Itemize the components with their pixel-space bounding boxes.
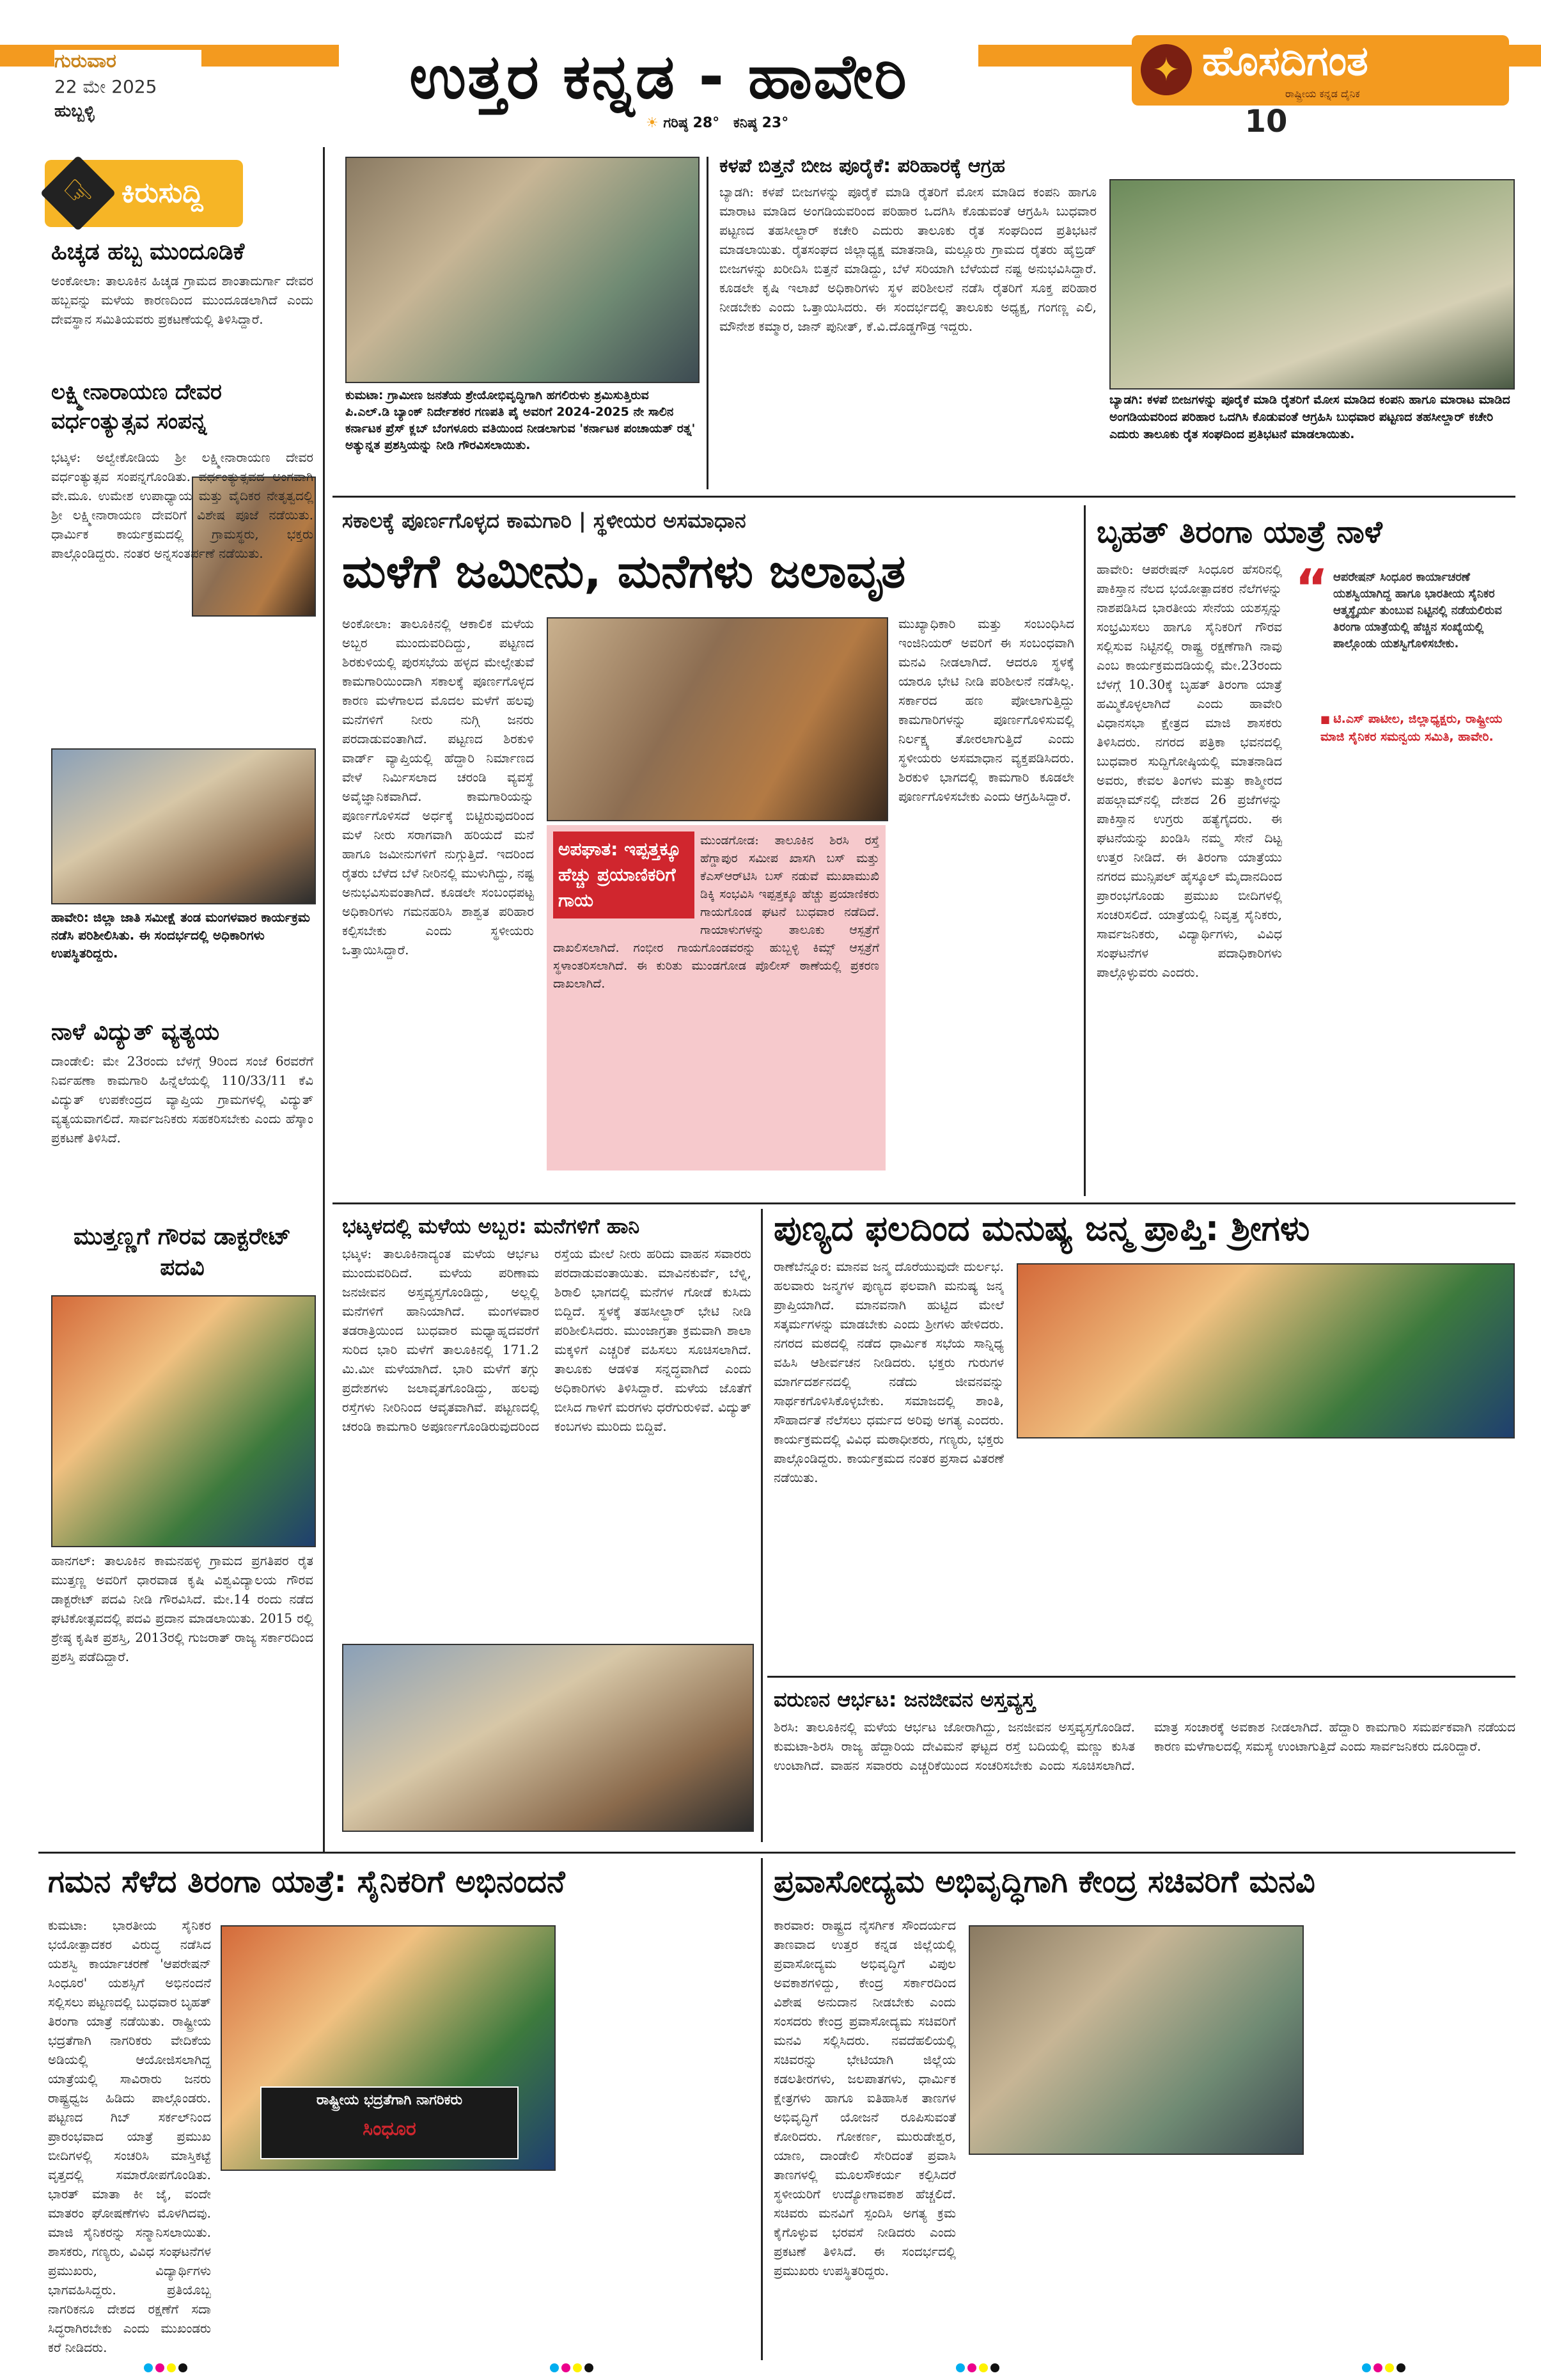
rule-yatra-tourism (761, 1858, 763, 2360)
kumta-yatra-body-col3 (566, 1916, 748, 2357)
brief-box (45, 160, 243, 227)
left-story-4 (51, 1017, 313, 1231)
award-ceremony-caption: ಕುಮಟಾ: ಗ್ರಾಮೀಣ ಜನತೆಯ ಶ್ರೇಯೋಭಿವೃದ್ಧಿಗಾಗಿ ಹಗಲಿರುಳು ಶ್ರಮಿಸುತ್ತಿರುವ ಪಿ.ಎಲ್.ಡಿ ಬ್ಯಾಂಕ್ ನಿರ್ದೇಶಕರ ಗಣಪತಿ ಪೈ ಅವರಿಗೆ 2024-2025 ನೇ ಸಾಲಿನ ಕರ್ನಾಟಕ ಪ್ರೆಸ್ ಕ್ಲಬ್ ಬೆಂಗಳೂರು ವತಿಯಿಂದ ನೀಡಲಾಗುವ 'ಕರ್ನಾಟಕ ಪಂಚಾಯತ್ ರತ್ನ' ಅತ್ಯುನ್ನತ ಪ್ರಶಸ್ತಿಯನ್ನು ನೀಡಿ ಗೌರವಿಸಲಾಯಿತು. (345, 387, 697, 489)
seed-story (719, 154, 1515, 179)
cyan-dot (144, 2363, 153, 2372)
left-story-1-headline: ಹಿಚ್ಕಡ ಹಬ್ಬ ಮುಂದೂಡಿಕೆ (51, 239, 245, 265)
yellow-dot (979, 2363, 988, 2372)
brief-label: ಕಿರುಸುದ್ದಿ (121, 177, 203, 209)
registration-marks-center-left (550, 2363, 601, 2374)
weather (646, 115, 914, 134)
lead-body-a: ಅಂಕೋಲಾ: ತಾಲೂಕಿನಲ್ಲಿ ಆಕಾಲಿಕ ಮಳೆಯ ಅಬ್ಬರ ಮುಂದುವರಿದಿದ್ದು, ಪಟ್ಟಣದ ಶಿರಕುಳಿಯಲ್ಲಿ ಪುರಸಭೆಯ ಹಳ್ಳದ ಮೇಲ್ಸೇತುವೆ ಕಾಮಗಾರಿಯಿಂದಾಗಿ ಸಕಾಲಕ್ಕೆ ಪೂರ್ಣಗೊಳ್ಳದ ಕಾರಣ ಮಳೆಗಾಲದ ಮೊದಲ ಮಳೆಗೆ ಹಲವು ಮನೆಗಳಿಗೆ ನೀರು ನುಗ್ಗಿ ಜನರು ಪರದಾಡುವಂತಾಗಿದೆ. ಪಟ್ಟಣದ ಶಿರಕುಳಿ ವಾರ್ಡ್ ವ್ಯಾಪ್ತಿಯಲ್ಲಿ ಹೆದ್ದಾರಿ ನಿರ್ಮಾಣದ ವೇಳೆ ನಿರ್ಮಿಸಲಾದ ಚರಂಡಿ ವ್ಯವಸ್ಥೆ ಅವೈಜ್ಞಾನಿಕವಾಗಿದೆ. ಕಾಮಗಾರಿಯನ್ನು ಪೂರ್ಣಗೊಳಿಸದೆ ಅರ್ಧಕ್ಕೆ ಬಿಟ್ಟಿರುವುದರಿಂದ ಮಳೆ ನೀರು ಸರಾಗವಾಗಿ ಹರಿಯದೆ ಮನೆ ಹಾಗೂ ಜಮೀನುಗಳಿಗೆ ನುಗ್ಗುತ್ತಿದೆ. ಇದರಿಂದ ರೈತರು ಬೆಳೆದ ಬೆಳೆ ನೀರಿನಲ್ಲಿ ಮುಳುಗಿದ್ದು, ನಷ್ಟ ಅನುಭವಿಸುವಂತಾಗಿದೆ. ಕೂಡಲೇ ಸಂಬಂಧಪಟ್ಟ ಅಧಿಕಾರಿಗಳು ಗಮನಹರಿಸಿ ಶಾಶ್ವತ ಪರಿಹಾರ ಕಲ್ಪಿಸಬೇಕು ಎಂದು ಸ್ಥಳೀಯರು ಒತ್ತಾಯಿಸಿದ್ದಾರೆ. (342, 616, 534, 958)
rule-bottom-section (38, 1852, 1515, 1854)
rule-bhatkal-punya (761, 1209, 763, 1842)
tourism-body-col3 (1314, 1916, 1515, 2357)
quote-by: ಟಿ.ಎಸ್ ಪಾಟೀಲ, ಜಿಲ್ಲಾಧ್ಯಕ್ಷರು, ರಾಷ್ಟ್ರೀಯ ಮಾಜಿ ಸೈನಿಕರ ಸಮನ್ವಯ ಸಮಿತಿ, ಹಾವೇರಿ. (1320, 712, 1503, 744)
bhatkal-headline: ಭಟ್ಕಳದಲ್ಲಿ ಮಳೆಯ ಅಬ್ಬರ: ಮನೆಗಳಿಗೆ ಹಾನಿ (342, 1214, 640, 1238)
black-dot (1396, 2363, 1405, 2372)
quote-attribution (1320, 710, 1515, 746)
varuna-headline: ವರುಣನ ಆರ್ಭಟ: ಜನಜೀವನ ಅಸ್ತವ್ಯಸ್ತ (774, 1687, 1035, 1712)
column-rule-main (323, 147, 325, 1852)
day-label: ಗುರುವಾರ (54, 50, 116, 72)
magenta-dot (967, 2363, 976, 2372)
bhatkal-body: ಭಟ್ಕಳ: ತಾಲೂಕಿನಾದ್ಯಂತ ಮಳೆಯ ಆರ್ಭಟ ಮುಂದುವರಿದಿದೆ. ಮಳೆಯ ಪರಿಣಾಮ ಜನಜೀವನ ಅಸ್ತವ್ಯಸ್ತಗೊಂಡಿದ್ದು, ಅಲ್ಲಲ್ಲಿ ಮನೆಗಳಿಗೆ ಹಾನಿಯಾಗಿದೆ. ಮಂಗಳವಾರ ತಡರಾತ್ರಿಯಿಂದ ಬುಧವಾರ ಮಧ್ಯಾಹ್ನದವರೆಗೆ ಸುರಿದ ಭಾರಿ ಮಳೆಗೆ ತಾಲೂಕಿನಲ್ಲಿ 171.2 ಮಿ.ಮೀ ಮಳೆಯಾಗಿದೆ. ಭಾರಿ ಮಳೆಗೆ ತಗ್ಗು ಪ್ರದೇಶಗಳು ಜಲಾವೃತಗೊಂಡಿದ್ದು, ಹಲವು ರಸ್ತೆಗಳು ನೀರಿನಿಂದ ಆವೃತವಾಗಿವೆ. ಪಟ್ಟಣದಲ್ಲಿ ಚರಂಡಿ ಕಾಮಗಾರಿ ಅಪೂರ್ಣಗೊಂಡಿರುವುದರಿಂದ ರಸ್ತೆಯ ಮೇಲೆ ನೀರು ಹರಿದು ವಾಹನ ಸವಾರರು ಪರದಾಡುವಂತಾಯಿತು. ಮಾವಿನಕುರ್ವೆ, ಬೆಳ್ನಿ, ಶಿರಾಲಿ ಭಾಗದಲ್ಲಿ ಮನೆಗಳ ಗೋಡೆ ಕುಸಿದು ಬಿದ್ದಿದೆ. ಸ್ಥಳಕ್ಕೆ ತಹಸೀಲ್ದಾರ್ ಭೇಟಿ ನೀಡಿ ಪರಿಶೀಲಿಸಿದರು. ಮುಂಜಾಗ್ರತಾ ಕ್ರಮವಾಗಿ ಶಾಲಾ ಮಕ್ಕಳಿಗೆ ಎಚ್ಚರಿಕೆ ವಹಿಸಲು ಸೂಚಿಸಲಾಗಿದೆ. ತಾಲೂಕು ಆಡಳಿತ ಸನ್ನದ್ಧವಾಗಿದೆ ಎಂದು ಅಧಿಕಾರಿಗಳು ತಿಳಿಸಿದ್ದಾರೆ. ಮಳೆಯ ಜೊತೆಗೆ ಬೀಸಿದ ಗಾಳಿಗೆ ಮರಗಳು ಧರೆಗುರುಳಿವೆ. ವಿದ್ಯುತ್ ಕಂಬಗಳು ಮುರಿದು ಬಿದ್ದಿವೆ. (342, 1246, 751, 1434)
punya-body: ರಾಣೆಬೆನ್ನೂರ: ಮಾನವ ಜನ್ಮ ದೊರೆಯುವುದೇ ದುರ್ಲಭ. ಹಲವಾರು ಜನ್ಮಗಳ ಪುಣ್ಯದ ಫಲವಾಗಿ ಮನುಷ್ಯ ಜನ್ಮ ಪ್ರಾಪ್ತಿಯಾಗಿದೆ. ಮಾನವನಾಗಿ ಹುಟ್ಟಿದ ಮೇಲೆ ಸತ್ಕರ್ಮಗಳನ್ನು ಮಾಡಬೇಕು ಎಂದು ಶ್ರೀಗಳು ಹೇಳಿದರು. ನಗರದ ಮಠದಲ್ಲಿ ನಡೆದ ಧಾರ್ಮಿಕ ಸಭೆಯ ಸಾನ್ನಿಧ್ಯ ವಹಿಸಿ ಆಶೀರ್ವಚನ ನೀಡಿದರು. ಭಕ್ತರು ಗುರುಗಳ ಮಾರ್ಗದರ್ಶನದಲ್ಲಿ ನಡೆದು ಜೀವನವನ್ನು ಸಾರ್ಥಕಗೊಳಿಸಿಕೊಳ್ಳಬೇಕು. ಸಮಾಜದಲ್ಲಿ ಶಾಂತಿ, ಸೌಹಾರ್ದತೆ ನೆಲೆಸಲು ಧರ್ಮದ ಅರಿವು ಅಗತ್ಯ ಎಂದರು. ಕಾರ್ಯಕ್ರಮದಲ್ಲಿ ವಿವಿಧ ಮಠಾಧೀಶರು, ಗಣ್ಯರು, ಭಕ್ತರು ಪಾಲ್ಗೊಂಡಿದ್ದರು. ಕಾರ್ಯಕ್ರಮದ ನಂತರ ಪ್ರಸಾದ ವಿತರಣೆ ನಡೆಯಿತು. (774, 1259, 1004, 1485)
accident-body: ಮುಂಡಗೋಡ: ತಾಲೂಕಿನ ಶಿರಸಿ ರಸ್ತೆ ಹೆಗ್ಡಾಪುರ ಸಮೀಪ ಖಾಸಗಿ ಬಸ್ ಮತ್ತು ಕೆಎಸ್ಆರ್‌ಟಿಸಿ ಬಸ್ ನಡುವೆ ಮುಖಾಮುಖಿ ಡಿಕ್ಕಿ ಸಂಭವಿಸಿ ಇಪ್ಪತ್ತಕ್ಕೂ ಹೆಚ್ಚು ಪ್ರಯಾಣಿಕರು ಗಾಯಗೊಂಡ ಘಟನೆ ಬುಧವಾರ ನಡೆದಿದೆ. ಗಾಯಾಳುಗಳನ್ನು ತಾಲೂಕು ಆಸ್ಪತ್ರೆಗೆ ದಾಖಲಿಸಲಾಗಿದೆ. ಗಂಭೀರ ಗಾಯಗೊಂಡವರನ್ನು ಹುಬ್ಬಳ್ಳಿ ಕಿಮ್ಸ್ ಆಸ್ಪತ್ರೆಗೆ ಸ್ಥಳಾಂತರಿಸಲಾಗಿದೆ. ಈ ಕುರಿತು ಮುಂಡಗೋಡ ಪೊಲೀಸ್ ಠಾಣೆಯಲ್ಲಿ ಪ್ರಕರಣ ದಾಖಲಾಗಿದೆ. (553, 831, 879, 1164)
cyan-dot (1362, 2363, 1371, 2372)
black-dot (584, 2363, 593, 2372)
brand-tagline: ರಾಷ್ಟ್ರೀಯ ಕನ್ನಡ ದೈನಿಕ (1285, 88, 1360, 100)
farmers-protest-caption: ಬ್ಯಾಡಗಿ: ಕಳಪೆ ಬೀಜಗಳನ್ನು ಪೂರೈಕೆ ಮಾಡಿ ರೈತರಿಗೆ ಮೋಸ ಮಾಡಿದ ಕಂಪನಿ ಹಾಗೂ ಮಾರಾಟ ಮಾಡಿದ ಅಂಗಡಿಯವರಿಂದ ಪರಿಹಾರ ಒದಗಿಸಿ ಕೊಡುವಂತೆ ಆಗ್ರಹಿಸಿ ಬುಧವಾರ ಪಟ್ಟಣದ ತಹಸೀಲ್ದಾರ್ ಕಚೇರಿ ಎದುರು ತಾಲೂಕು ರೈತ ಸಂಘದಿಂದ ಪ್ರತಿಭಟನೆ ಮಾಡಲಾಯಿತು. (1109, 391, 1512, 487)
date-block (54, 50, 201, 127)
seed-story-body: ಬ್ಯಾಡಗಿ: ಕಳಪೆ ಬೀಜಗಳನ್ನು ಪೂರೈಕೆ ಮಾಡಿ ರೈತರಿಗೆ ಮೋಸ ಮಾಡಿದ ಕಂಪನಿ ಹಾಗೂ ಮಾರಾಟ ಮಾಡಿದ ಅಂಗಡಿಯವರಿಂದ ಪರಿಹಾರ ಒದಗಿಸಿ ಕೊಡುವಂತೆ ಆಗ್ರಹಿಸಿ ಬುಧವಾರ ಪಟ್ಟಣದ ತಹಸೀಲ್ದಾರ್ ಕಚೇರಿ ಎದುರು ತಾಲೂಕು ರೈತ ಸಂಘದಿಂದ ಪ್ರತಿಭಟನೆ ಮಾಡಲಾಯಿತು. ರೈತಸಂಘದ ಜಿಲ್ಲಾಧ್ಯಕ್ಷ ಮಾತನಾಡಿ, ಮಲ್ಲೂರು ಗ್ರಾಮದ ರೈತರು ಹೈಬ್ರಿಡ್ ಬೀಜಗಳನ್ನು ಖರೀದಿಸಿ ಬಿತ್ತನೆ ಮಾಡಿದ್ದು, ಬೆಳೆ ಸರಿಯಾಗಿ ಬೆಳೆಯದೆ ನಷ್ಟ ಅನುಭವಿಸಿದ್ದಾರೆ. ಕೂಡಲೇ ಕೃಷಿ ಇಲಾಖೆ ಅಧಿಕಾರಿಗಳು ಸ್ಥಳ ಪರಿಶೀಲನೆ ನಡೆಸಿ ರೈತರಿಗೆ ಸೂಕ್ತ ಪರಿಹಾರ ನೀಡಬೇಕು ಎಂದು ಒತ್ತಾಯಿಸಿದರು. ಈ ಸಂದರ್ಭದಲ್ಲಿ ತಾಲೂಕು ಅಧ್ಯಕ್ಷ, ಗಂಗಣ್ಣ ಎಲಿ, ಮೌನೇಶ ಕಮ್ಮಾರ, ಜಾನ್ ಪುನೀತ್, ಕೆ.ವಿ.ದೊಡ್ಡಗೌಡ್ರ ಇದ್ದರು. (719, 184, 1097, 334)
date-label: 22 ಮೇ 2025 (54, 76, 157, 97)
lead-kicker: ಸಕಾಲಕ್ಕೆ ಪೂರ್ಣಗೊಳ್ಳದ ಕಾಮಗಾರಿ | ಸ್ಥಳೀಯರ ಅಸಮಾಧಾನ (342, 508, 746, 533)
collapsed-house-photo (342, 1644, 754, 1832)
magenta-dot (561, 2363, 570, 2372)
quote-mark-icon: “ (1295, 558, 1329, 618)
black-dot (178, 2363, 187, 2372)
registration-marks-left (144, 2363, 195, 2374)
tiranga-yatra-photo (221, 1925, 556, 2171)
city-label: ಹುಬ್ಬಳ್ಳಿ (54, 102, 95, 121)
left-story-2 (51, 377, 313, 436)
accident-headline-spacer (553, 831, 700, 922)
yatra-banner-text: ರಾಷ್ಟ್ರೀಯ ಭದ್ರತೆಗಾಗಿ ನಾಗರಿಕರು (316, 2092, 463, 2108)
weather-min: ಕನಿಷ್ಠ 23° (733, 115, 789, 131)
left-story-2-headline: ಲಕ್ಷ್ಮೀನಾರಾಯಣ ದೇವರ ವರ್ಧಂತ್ಯುತ್ಸವ ಸಂಪನ್ನ (51, 379, 222, 434)
yellow-dot (167, 2363, 176, 2372)
survey-team-photo (51, 748, 316, 904)
minister-meeting-photo (969, 1925, 1304, 2155)
punya-headline: ಪುಣ್ಯದ ಫಲದಿಂದ ಮನುಷ್ಯ ಜನ್ಮ ಪ್ರಾಪ್ತಿ: ಶ್ರೀಗಳು (774, 1208, 1310, 1249)
yatra-banner-sub: ಸಿಂಧೂರ (363, 2118, 416, 2140)
brand-name: ಹೊಸದಿಗಂತ (1202, 38, 1368, 85)
left-story-1-body: ಅಂಕೋಲಾ: ತಾಲೂಕಿನ ಹಿಚ್ಕಡ ಗ್ರಾಮದ ಶಾಂತಾದುರ್ಗಾ ದೇವರ ಹಬ್ಬವನ್ನು ಮಳೆಯ ಕಾರಣದಿಂದ ಮುಂದೂಡಲಾಗಿದೆ ಎಂದು ದೇವಸ್ಥಾನ ಸಮಿತಿಯವರು ಪ್ರಕಟಣೆಯಲ್ಲಿ ತಿಳಿಸಿದ್ದಾರೆ. (51, 273, 313, 327)
quote-bullet-icon: ■ (1320, 713, 1331, 725)
yatra-banner (260, 2086, 519, 2159)
quote-text: ಆಪರೇಷನ್ ಸಿಂಧೂರ ಕಾರ್ಯಾಚರಣೆ ಯಶಸ್ವಿಯಾಗಿದ್ದ ಹಾಗೂ ಭಾರತೀಯ ಸೈನಿಕರ ಆತ್ಮಸ್ಥೈರ್ಯ ತುಂಬುವ ನಿಟ್ಟಿನಲ್ಲಿ ನಡೆಯಲಿರುವ ತಿರಂಗಾ ಯಾತ್ರೆಯಲ್ಲಿ ಹೆಚ್ಚಿನ ಸಂಖ್ಯೆಯಲ್ಲಿ ಪಾಲ್ಗೊಂಡು ಯಶಸ್ವಿಗೊಳಿಸಬೇಕು. (1333, 571, 1502, 650)
seed-story-headline: ಕಳಪೆ ಬಿತ್ತನೆ ಬೀಜ ಪೂರೈಕೆ: ಪರಿಹಾರಕ್ಕೆ ಆಗ್ರಹ (719, 155, 1005, 177)
left-story-5-body: ಹಾನಗಲ್: ತಾಲೂಕಿನ ಕಾಮನಹಳ್ಳಿ ಗ್ರಾಮದ ಪ್ರಗತಿಪರ ರೈತ ಮುತ್ತಣ್ಣ ಅವರಿಗೆ ಧಾರವಾಡ ಕೃಷಿ ವಿಶ್ವವಿದ್ಯಾಲಯ ಗೌರವ ಡಾಕ್ಟರೇಟ್ ಪದವಿ ನೀಡಿ ಗೌರವಿಸಿದೆ. ಮೇ.14 ರಂದು ನಡೆದ ಘಟಿಕೋತ್ಸವದಲ್ಲಿ ಪದವಿ ಪ್ರದಾನ ಮಾಡಲಾಯಿತು. 2015 ರಲ್ಲಿ ಶ್ರೇಷ್ಠ ಕೃಷಿಕ ಪ್ರಶಸ್ತಿ, 2013ರಲ್ಲಿ ಗುಜರಾತ್ ರಾಜ್ಯ ಸರ್ಕಾರದಿಂದ ಪ್ರಶಸ್ತಿ ಪಡೆದಿದ್ದಾರೆ. (51, 1553, 313, 1664)
kumta-yatra-body: ಕುಮಟಾ: ಭಾರತೀಯ ಸೈನಿಕರ ಭಯೋತ್ಪಾದಕರ ವಿರುದ್ಧ ನಡೆಸಿದ ಯಶಸ್ವಿ ಕಾರ್ಯಾಚರಣೆ 'ಆಪರೇಷನ್ ಸಿಂಧೂರ' ಯಶಸ್ಸಿಗೆ ಅಭಿನಂದನೆ ಸಲ್ಲಿಸಲು ಪಟ್ಟಣದಲ್ಲಿ ಬುಧವಾರ ಬೃಹತ್ ತಿರಂಗಾ ಯಾತ್ರೆ ನಡೆಯಿತು. ರಾಷ್ಟ್ರೀಯ ಭದ್ರತೆಗಾಗಿ ನಾಗರಿಕರು ವೇದಿಕೆಯ ಅಡಿಯಲ್ಲಿ ಆಯೋಜಿಸಲಾಗಿದ್ದ ಯಾತ್ರೆಯಲ್ಲಿ ಸಾವಿರಾರು ಜನರು ರಾಷ್ಟ್ರಧ್ವಜ ಹಿಡಿದು ಪಾಲ್ಗೊಂಡರು. ಪಟ್ಟಣದ ಗಿಬ್ ಸರ್ಕಲ್‌ನಿಂದ ಪ್ರಾರಂಭವಾದ ಯಾತ್ರೆ ಪ್ರಮುಖ ಬೀದಿಗಳಲ್ಲಿ ಸಂಚರಿಸಿ ಮಾಸ್ತಿಕಟ್ಟೆ ವೃತ್ತದಲ್ಲಿ ಸಮಾರೋಪಗೊಂಡಿತು. ಭಾರತ್ ಮಾತಾ ಕೀ ಜೈ, ವಂದೇ ಮಾತರಂ ಘೋಷಣೆಗಳು ಮೊಳಗಿದವು. ಮಾಜಿ ಸೈನಿಕರನ್ನು ಸನ್ಮಾನಿಸಲಾಯಿತು. ಶಾಸಕರು, ಗಣ್ಯರು, ವಿವಿಧ ಸಂಘಟನೆಗಳ ಪ್ರಮುಖರು, ವಿದ್ಯಾರ್ಥಿಗಳು ಭಾಗವಹಿಸಿದ್ದರು. ಪ್ರತಿಯೊಬ್ಬ ನಾಗರಿಕನೂ ದೇಶದ ರಕ್ಷಣೆಗೆ ಸದಾ ಸಿದ್ಧರಾಗಿರಬೇಕು ಎಂದು ಮುಖಂಡರು ಕರೆ ನೀಡಿದರು. (48, 1918, 211, 2355)
magenta-dot (155, 2363, 164, 2372)
magenta-dot (1373, 2363, 1382, 2372)
tourism-headline: ಪ್ರವಾಸೋದ್ಯಮ ಅಭಿವೃದ್ಧಿಗಾಗಿ ಕೇಂದ್ರ ಸಚಿವರಿಗೆ ಮನವಿ (774, 1864, 1315, 1900)
brand-box (1132, 35, 1509, 106)
tourism-body-cont (969, 2159, 1301, 2357)
left-story-5 (51, 1222, 313, 1283)
kumta-yatra-headline: ಗಮನ ಸೆಳೆದ ತಿರಂಗಾ ಯಾತ್ರೆ: ಸೈನಿಕರಿಗೆ ಅಭಿನಂದನೆ (48, 1864, 565, 1900)
brand-logo-icon: ✦ (1141, 44, 1192, 95)
flooded-construction-photo (547, 617, 888, 821)
cyan-dot (956, 2363, 965, 2372)
masthead (0, 0, 1541, 138)
yellow-dot (573, 2363, 582, 2372)
lead-headline: ಮಳೆಗೆ ಜಮೀನು, ಮನೆಗಳು ಜಲಾವೃತ (342, 544, 906, 598)
kumta-yatra-body-cont (221, 2175, 553, 2357)
section-title: ಉತ್ತರ ಕನ್ನಡ - ಹಾವೇರಿ (409, 41, 908, 113)
yellow-dot (1385, 2363, 1394, 2372)
quote-box (1295, 558, 1515, 796)
sun-cloud-icon: ☀ (646, 115, 659, 131)
left-story-2-body: ಭಟ್ಕಳ: ಅಲ್ವೇಕೋಡಿಯ ಶ್ರೀ ಲಕ್ಷ್ಮೀನಾರಾಯಣ ದೇವರ ವರ್ಧಂತ್ಯುತ್ಸವ ಸಂಪನ್ನಗೊಂಡಿತು. ವರ್ಧಂತ್ಯುತ್ಸವದ ಅಂಗವಾಗಿ ವೇ.ಮೂ. ಉಮೇಶ ಉಪಾಧ್ಯಾಯ ಮತ್ತು ವೈದಿಕರ ನೇತೃತ್ವದಲ್ಲಿ ಶ್ರೀ ಲಕ್ಷ್ಮೀನಾರಾಯಣ ದೇವರಿಗೆ ವಿಶೇಷ ಪೂಜೆ ನಡೆಯಿತು. ಧಾರ್ಮಿಕ ಕಾರ್ಯಕ್ರಮದಲ್ಲಿ ಗ್ರಾಮಸ್ಥರು, ಭಕ್ತರು ಪಾಲ್ಗೊಂಡಿದ್ದರು. ನಂತರ ಅನ್ನಸಂತರ್ಪಣೆ ನಡೆಯಿತು. (51, 450, 313, 561)
punya-body-cont (1017, 1442, 1512, 1666)
left-story-4-headline: ನಾಳೆ ವಿದ್ಯುತ್ ವ್ಯತ್ಯಯ (51, 1019, 220, 1045)
cyan-dot (550, 2363, 559, 2372)
page-number: 10 (1244, 104, 1288, 139)
tiranga-body: ಹಾವೇರಿ: ಆಪರೇಷನ್ ಸಿಂಧೂರ ಹೆಸರಿನಲ್ಲಿ ಪಾಕಿಸ್ತಾನ ನೆಲದ ಭಯೋತ್ಪಾದಕರ ನೆಲೆಗಳನ್ನು ನಾಶಪಡಿಸಿದ ಭಾರತೀಯ ಸೇನೆಯ ಯಶಸ್ಸನ್ನು ಸಂಭ್ರಮಿಸಲು ಹಾಗೂ ಸೈನಿಕರಿಗೆ ಗೌರವ ಸಲ್ಲಿಸುವ ನಿಟ್ಟಿನಲ್ಲಿ ರಾಷ್ಟ್ರ ರಕ್ಷಣೆಗಾಗಿ ನಾವು ಎಂಬ ಕಾರ್ಯಕ್ರಮದಡಿಯಲ್ಲಿ ಮೇ.23ರಂದು ಬೆಳಗ್ಗೆ 10.30ಕ್ಕೆ ಬೃಹತ್ ತಿರಂಗಾ ಯಾತ್ರೆ ಹಮ್ಮಿಕೊಳ್ಳಲಾಗಿದೆ ಎಂದು ಹಾವೇರಿ ವಿಧಾನಸಭಾ ಕ್ಷೇತ್ರದ ಮಾಜಿ ಶಾಸಕರು ತಿಳಿಸಿದರು. ನಗರದ ಪತ್ರಿಕಾ ಭವನದಲ್ಲಿ ಬುಧವಾರ ಸುದ್ದಿಗೋಷ್ಠಿಯಲ್ಲಿ ಮಾತನಾಡಿದ ಅವರು, ಕೇವಲ ತಿಂಗಳು ಮತ್ತು ಕಾಶ್ಮೀರದ ಪಹಲ್ಗಾಮ್‌ನಲ್ಲಿ ದೇಶದ 26 ಪ್ರಜೆಗಳನ್ನು ಪಾಕಿಸ್ತಾನ ಉಗ್ರರು ಹತ್ಯೆಗೈದರು. ಈ ಘಟನೆಯನ್ನು ಖಂಡಿಸಿ ನಮ್ಮ ಸೇನೆ ದಿಟ್ಟ ಉತ್ತರ ನೀಡಿದೆ. ಈ ತಿರಂಗಾ ಯಾತ್ರೆಯು ನಗರದ ಮುನ್ಸಿಪಲ್ ಹೈಸ್ಕೂಲ್ ಮೈದಾನದಿಂದ ಪ್ರಾರಂಭಗೊಂಡು ಪ್ರಮುಖ ಬೀದಿಗಳಲ್ಲಿ ಸಂಚರಿಸಲಿದೆ. ಯಾತ್ರೆಯಲ್ಲಿ ನಿವೃತ್ತ ಸೈನಿಕರು, ಸಾರ್ವಜನಿಕರು, ವಿದ್ಯಾರ್ಥಿಗಳು, ವಿವಿಧ ಸಂಘಟನೆಗಳ ಪದಾಧಿಕಾರಿಗಳು ಪಾಲ್ಗೊಳ್ಳುವರು ಎಂದರು. (1097, 562, 1282, 980)
rule-top-section (332, 496, 1515, 498)
varuna-body: ಶಿರಸಿ: ತಾಲೂಕಿನಲ್ಲಿ ಮಳೆಯ ಆರ್ಭಟ ಜೋರಾಗಿದ್ದು, ಜನಜೀವನ ಅಸ್ತವ್ಯಸ್ತಗೊಂಡಿದೆ. ಕುಮಟಾ-ಶಿರಸಿ ರಾಜ್ಯ ಹೆದ್ದಾರಿಯ ದೇವಿಮನೆ ಘಟ್ಟದ ರಸ್ತೆ ಬದಿಯಲ್ಲಿ ಮಣ್ಣು ಕುಸಿತ ಉಂಟಾಗಿದೆ. ವಾಹನ ಸವಾರರು ಎಚ್ಚರಿಕೆಯಿಂದ ಸಂಚರಿಸಬೇಕು ಎಂದು ಸೂಚಿಸಲಾಗಿದೆ. ಮಾತ್ರ ಸಂಚಾರಕ್ಕೆ ಅವಕಾಶ ನೀಡಲಾಗಿದೆ. ಹೆದ್ದಾರಿ ಕಾಮಗಾರಿ ಸಮರ್ಪಕವಾಗಿ ನಡೆಯದ ಕಾರಣ ಮಳೆಗಾಲದಲ್ಲಿ ಸಮಸ್ಯೆ ಉಂಟಾಗುತ್ತಿದೆ ಎಂದು ಸಾರ್ವಜನಿಕರು ದೂರಿದ್ದಾರೆ. (774, 1719, 1515, 1773)
doctorate-award-photo (51, 1295, 316, 1547)
tourism-body: ಕಾರವಾರ: ರಾಷ್ಟ್ರದ ನೈಸರ್ಗಿಕ ಸೌಂದರ್ಯದ ತಾಣವಾದ ಉತ್ತರ ಕನ್ನಡ ಜಿಲ್ಲೆಯಲ್ಲಿ ಪ್ರವಾಸೋದ್ಯಮ ಅಭಿವೃದ್ಧಿಗೆ ವಿಪುಲ ಅವಕಾಶಗಳಿದ್ದು, ಕೇಂದ್ರ ಸರ್ಕಾರದಿಂದ ವಿಶೇಷ ಅನುದಾನ ನೀಡಬೇಕು ಎಂದು ಸಂಸದರು ಕೇಂದ್ರ ಪ್ರವಾಸೋದ್ಯಮ ಸಚಿವರಿಗೆ ಮನವಿ ಸಲ್ಲಿಸಿದರು. ನವದೆಹಲಿಯಲ್ಲಿ ಸಚಿವರನ್ನು ಭೇಟಿಯಾಗಿ ಜಿಲ್ಲೆಯ ಕಡಲತೀರಗಳು, ಜಲಪಾತಗಳು, ಧಾರ್ಮಿಕ ಕ್ಷೇತ್ರಗಳು ಹಾಗೂ ಐತಿಹಾಸಿಕ ತಾಣಗಳ ಅಭಿವೃದ್ಧಿಗೆ ಯೋಜನೆ ರೂಪಿಸುವಂತೆ ಕೋರಿದರು. ಗೋಕರ್ಣ, ಮುರುಡೇಶ್ವರ, ಯಾಣ, ದಾಂಡೇಲಿ ಸೇರಿದಂತೆ ಪ್ರವಾಸಿ ತಾಣಗಳಲ್ಲಿ ಮೂಲಸೌಕರ್ಯ ಕಲ್ಪಿಸಿದರೆ ಸ್ಥಳೀಯರಿಗೆ ಉದ್ಯೋಗಾವಕಾಶ ಹೆಚ್ಚಲಿದೆ. ಸಚಿವರು ಮನವಿಗೆ ಸ್ಪಂದಿಸಿ ಅಗತ್ಯ ಕ್ರಮ ಕೈಗೊಳ್ಳುವ ಭರವಸೆ ನೀಡಿದರು ಎಂದು ಪ್ರಕಟಣೆ ತಿಳಿಸಿದೆ. ಈ ಸಂದರ್ಭದಲ್ಲಿ ಪ್ರಮುಖರು ಉಪಸ್ಥಿತರಿದ್ದರು. (774, 1918, 956, 2278)
accident-headline: ಅಪಘಾತ: ಇಪ್ಪತ್ತಕ್ಕೂ ಹೆಚ್ಚು ಪ್ರಯಾಣಿಕರಿಗೆ ಗಾಯ (553, 831, 694, 918)
rule-lead-tiranga (1084, 505, 1086, 1196)
survey-team-caption: ಹಾವೇರಿ: ಜಿಲ್ಲಾ ಜಾತಿ ಸಮೀಕ್ಷೆ ತಂಡ ಮಂಗಳವಾರ ಕಾರ್ಯಕ್ರಮ ನಡೆಸಿ ಪರಿಶೀಲಿಸಿತು. ಈ ಸಂದರ್ಭದಲ್ಲಿ ಅಧಿಕಾರಿಗಳು ಉಪಸ್ಥಿತರಿದ್ದರು. (51, 908, 313, 962)
left-story-5-headline: ಮುತ್ತಣ್ಣಗೆ ಗೌರವ ಡಾಕ್ಟರೇಟ್ ಪದವಿ (74, 1224, 291, 1281)
rule-award-seed (707, 157, 708, 489)
left-story-1 (51, 237, 313, 329)
left-story-4-body: ದಾಂಡೇಲಿ: ಮೇ 23ರಂದು ಬೆಳಗ್ಗೆ 9ರಿಂದ ಸಂಜೆ 6ರವರೆಗೆ ನಿರ್ವಹಣಾ ಕಾಮಗಾರಿ ಹಿನ್ನೆಲೆಯಲ್ಲಿ 110/33/11 ಕೆವಿ ವಿದ್ಯುತ್ ಉಪಕೇಂದ್ರದ ವ್ಯಾಪ್ತಿಯ ಗ್ರಾಮಗಳಲ್ಲಿ ವಿದ್ಯುತ್ ವ್ಯತ್ಯಯವಾಗಲಿದೆ. ಸಾರ್ವಜನಿಕರು ಸಹಕರಿಸಬೇಕು ಎಂದು ಹೆಸ್ಕಾಂ ಪ್ರಕಟಣೆ ತಿಳಿಸಿದೆ. (51, 1053, 313, 1146)
registration-marks-center-right (956, 2363, 1007, 2374)
rule-mid-section (332, 1202, 1515, 1204)
pointing-hand-icon: ☞ (40, 155, 116, 232)
seers-gathering-photo (1017, 1263, 1515, 1438)
lead-body-b: ಮುಖ್ಯಾಧಿಕಾರಿ ಮತ್ತು ಸಂಬಂಧಿಸಿದ ಇಂಜಿನಿಯರ್ ಅವರಿಗೆ ಈ ಸಂಬಂಧವಾಗಿ ಮನವಿ ನೀಡಲಾಗಿದೆ. ಆದರೂ ಸ್ಥಳಕ್ಕೆ ಯಾರೂ ಭೇಟಿ ನೀಡಿ ಪರಿಶೀಲನೆ ನಡೆಸಿಲ್ಲ. ಸರ್ಕಾರದ ಹಣ ಪೋಲಾಗುತ್ತಿದ್ದು ಕಾಮಗಾರಿಗಳನ್ನು ಪೂರ್ಣಗೊಳಿಸುವಲ್ಲಿ ನಿರ್ಲಕ್ಷ್ಯ ತೋರಲಾಗುತ್ತಿದೆ ಎಂದು ಸ್ಥಳೀಯರು ಅಸಮಾಧಾನ ವ್ಯಕ್ತಪಡಿಸಿದರು. ಶಿರಕುಳಿ ಭಾಗದಲ್ಲಿ ಕಾಮಗಾರಿ ಕೂಡಲೇ ಪೂರ್ಣಗೊಳಿಸಬೇಕು ಎಂದು ಆಗ್ರಹಿಸಿದ್ದಾರೆ. (898, 616, 1074, 804)
award-ceremony-photo (345, 157, 700, 383)
weather-max: ಗರಿಷ್ಠ 28° (663, 115, 720, 131)
tiranga-body-cont (1295, 812, 1515, 1196)
farmers-protest-photo (1109, 179, 1515, 390)
tiranga-headline: ಬೃಹತ್ ತಿರಂಗಾ ಯಾತ್ರೆ ನಾಳೆ (1097, 514, 1382, 550)
black-dot (990, 2363, 999, 2372)
accident-box (547, 825, 886, 1170)
registration-marks-right (1362, 2363, 1413, 2374)
rule-punya-varuna (767, 1676, 1515, 1678)
